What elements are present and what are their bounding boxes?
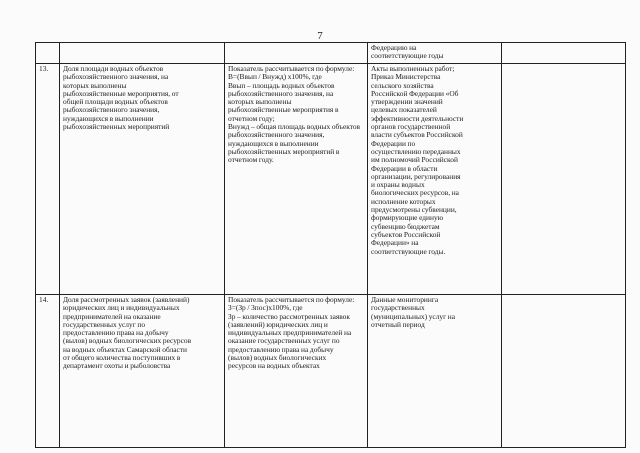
text-line: Приказ Министерства xyxy=(371,72,441,82)
text-line: которых выполнены xyxy=(63,80,127,90)
text-line: соответствующие годы xyxy=(371,51,444,61)
source-cell xyxy=(368,64,502,295)
text-line: Показатель рассчитывается по формуле: xyxy=(228,295,355,304)
text-line: (заявлений) юридических лиц и xyxy=(228,319,328,329)
text-line: биологических ресурсов, на xyxy=(371,188,459,198)
text-line: предоставлению права на добычу xyxy=(63,328,169,338)
text-line: отчетном году; xyxy=(228,113,275,123)
indicator-cell xyxy=(60,295,225,448)
text-line: Акты выполненных работ; xyxy=(371,64,455,73)
table-cell xyxy=(502,43,626,64)
text-line: департамент охоты и рыболовства xyxy=(63,361,171,371)
text-line: (муниципальных) услуг на xyxy=(371,311,456,321)
table-row xyxy=(36,43,626,64)
text-line: Федерации по xyxy=(371,138,416,148)
table-cell xyxy=(502,295,626,448)
text-line: субвенцию бюджетам xyxy=(371,221,440,231)
table-cell xyxy=(225,43,368,64)
row-number: 13. xyxy=(36,64,60,295)
text-line: Данные мониторинга xyxy=(371,295,439,304)
text-line: В=(Ввып / Внужд) х100%, где xyxy=(228,72,322,82)
text-line: от общего количества поступивших в xyxy=(63,353,181,363)
text-line: Зр – количество рассмотренных заявок xyxy=(228,311,350,321)
indicator-cell xyxy=(60,64,225,295)
text-line: ресурсов на водных объектах xyxy=(228,361,320,371)
table-cell xyxy=(36,43,60,64)
text-line: Федерации в области xyxy=(371,163,438,173)
text-line: рыбохозяйственного значения, xyxy=(63,105,160,115)
indicators-table xyxy=(35,42,626,448)
text-line: Ввып – площадь водных объектов xyxy=(228,80,335,90)
formula-cell xyxy=(225,295,368,448)
text-line: рыбохозяйственного значения, на xyxy=(63,72,169,82)
text-line: Показатель рассчитывается по формуле: xyxy=(228,64,355,73)
text-line: целевых показателей xyxy=(371,105,437,115)
text-line: рыбохозяйственные мероприятия в xyxy=(228,105,339,115)
text-line: (вылов) водных биологических xyxy=(228,353,327,363)
text-line: и охраны водных xyxy=(371,180,425,190)
text-line: утверждении значений xyxy=(371,97,443,107)
text-line: предусмотрены субвенции, xyxy=(371,205,457,215)
text-line: власти субъектов Российской xyxy=(371,130,463,140)
text-line: индивидуальных предпринимателей на xyxy=(228,328,352,338)
text-line: государственных услуг по xyxy=(63,319,146,329)
text-line: Внужд – общая площадь водных объектов xyxy=(228,122,361,132)
page-bottom-edge xyxy=(35,448,625,453)
text-line: государственных xyxy=(371,303,425,313)
text-line: эффективности деятельности xyxy=(371,113,464,123)
text-line: соответствующие годы. xyxy=(371,246,446,256)
text-line: рыбохозяйственного значения, на xyxy=(228,88,334,98)
text-line: рыбохозяйственных мероприятий в xyxy=(228,146,340,156)
text-line: органов государственной xyxy=(371,122,451,132)
text-line: организации, регулирования xyxy=(371,171,461,181)
source-cell xyxy=(368,43,502,64)
table-row xyxy=(36,64,626,295)
formula-cell xyxy=(225,64,368,295)
text-line: отчетном году. xyxy=(228,155,274,165)
text-line: сельского хозяйства xyxy=(371,80,434,90)
text-line: Федерации» на xyxy=(371,238,419,248)
text-line: предоставлению права на добычу xyxy=(228,344,334,354)
text-line: субъектов Российской xyxy=(371,229,441,239)
text-line: на водных объектах Самарской области xyxy=(63,344,187,354)
text-line: оказание государственных услуг по xyxy=(228,336,340,346)
table-cell xyxy=(502,64,626,295)
text-line: им полномочий Российской xyxy=(371,155,458,165)
page-number: 7 xyxy=(317,30,323,42)
text-line: общей площади водных объектов xyxy=(63,97,168,107)
text-line: рыбохозяйственного значения, xyxy=(228,130,325,140)
row-number: 14. xyxy=(36,295,60,448)
text-line: Доля площади водных объектов xyxy=(63,64,164,73)
table-cell xyxy=(60,43,225,64)
text-line: нуждающихся в выполнении xyxy=(228,138,319,148)
source-cell xyxy=(368,295,502,448)
text-line: рыбохозяйственные мероприятия, от xyxy=(63,88,179,98)
text-line: которых выполнены xyxy=(228,97,292,107)
text-line: осуществлению переданных xyxy=(371,146,461,156)
text-line: Федерацию на xyxy=(371,43,417,52)
text-line: предпринимателей на оказание xyxy=(63,311,161,321)
text-line: нуждающихся в выполнении xyxy=(63,113,154,123)
text-line: исполнение которых xyxy=(371,196,436,206)
text-line: Российской Федерации «Об xyxy=(371,88,459,98)
text-line: (вылов) водных биологических ресурсов xyxy=(63,336,192,346)
text-line: юридических лиц и индивидуальных xyxy=(63,303,180,313)
text-line: Доля рассмотренных заявок (заявлений) xyxy=(63,295,190,304)
text-line: формирующие единую xyxy=(371,213,444,223)
text-line: З=(Зр / Зпос)х100%, где xyxy=(228,303,303,313)
table-row xyxy=(36,295,626,448)
text-line: рыбохозяйственных мероприятий xyxy=(63,122,170,132)
text-line: отчетный период xyxy=(371,319,425,329)
